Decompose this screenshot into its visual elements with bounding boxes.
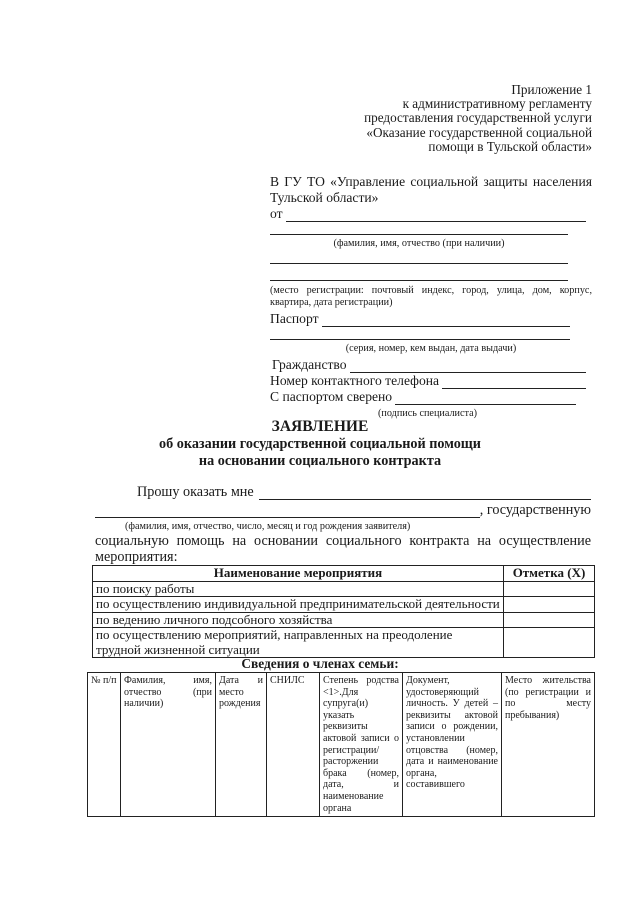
table-row [93,628,595,658]
from-field[interactable] [286,209,586,222]
appendix-line-3: предоставления государственной услуги [364,110,592,126]
family-header-number: № п/п [88,673,121,817]
measures-header-mark: Отметка (X) [504,566,595,582]
registration-hint-2: квартира, дата регистрации) [270,297,393,308]
citizenship-field[interactable] [350,360,586,373]
appendix-line-2: к административному регламенту [402,96,592,112]
family-header-residence: Место жительства (по регистрации и по месту пребывания) [502,673,595,817]
table-row [93,581,595,597]
measure-mark-cell[interactable] [504,597,595,613]
phone-label: Номер контактного телефона [270,373,440,388]
family-header-snils: СНИЛС [267,673,320,817]
measure-name: по осуществлению индивидуальной предпринимательской деятельности [93,597,504,613]
measure-name: по поиску работы [93,581,504,597]
passport-field-2[interactable] [270,329,570,340]
family-table [87,672,595,817]
measures-header-name: Наименование мероприятия [93,566,504,582]
measures-table [92,565,595,658]
request-block [95,484,591,565]
from-label: от [270,206,283,221]
appendix-line-1: Приложение 1 [511,82,592,97]
document-subtitle-1: об оказании государственной социальной помощи [159,436,481,452]
measure-name: по осуществлению мероприятий, направленных на преодоление трудной жизненной ситуации [93,628,504,658]
document-subtitle-2: на основании социального контракта [198,453,442,469]
request-label: Прошу оказать мне [137,484,254,500]
family-header-kinship: Степень родства <1>.Для супруга(и) указать реквизиты актовой записи о регистрации/ расторжении брака (номер, дата, и наименование органа [320,673,403,817]
request-line-4: мероприятия: [95,549,178,565]
measure-mark-cell[interactable] [504,581,595,597]
family-header-birth: Дата и место рождения [216,673,267,817]
specialist-hint: (подпись специалиста) [378,408,478,419]
family-header-name: Фамилия, имя, отчество (при наличии) [121,673,216,817]
fio-hint: (фамилия, имя, отчество (при наличии) [333,238,505,249]
registration-field-2[interactable] [270,270,568,281]
registration-hint-1: (место регистрации: почтовый индекс, город, улица, дом, корпус, [270,285,592,296]
measure-mark-cell[interactable] [504,612,595,628]
specialist-signature-field[interactable] [395,392,576,405]
addressee-line-1: В ГУ ТО «Управление социальной защиты населения [270,174,592,189]
family-section-title: Сведения о членах семьи: [241,656,399,671]
table-row [88,673,595,817]
registration-field-1[interactable] [270,253,568,264]
appendix-line-4: «Оказание государственной социальной [366,124,592,140]
request-field-1[interactable] [259,487,591,500]
addressee-block [270,174,592,420]
family-header-document: Документ, удостоверяющий личность. У детей – реквизиты актовой записи о рождении, установлении отцовства (номер, дата и наименование органа, составившего [403,673,502,817]
measure-mark-cell[interactable] [504,628,595,658]
applicant-hint: (фамилия, имя, отчество, число, месяц и год рождения заявителя) [125,521,411,532]
state-word: , государственную [479,502,591,518]
measure-name: по ведению личного подсобного хозяйства [93,612,504,628]
fio-field[interactable] [270,224,568,235]
passport-field[interactable] [322,314,570,327]
request-line-3: социальную помощь на основании социального контракта на осуществление [95,533,591,549]
passport-hint: (серия, номер, кем выдан, дата выдачи) [345,343,517,354]
phone-field[interactable] [442,376,586,389]
request-field-2[interactable] [95,505,480,518]
verified-label: С паспортом сверено [270,389,393,404]
addressee-line-2: Тульской области» [270,190,379,205]
citizenship-label: Гражданство [272,357,347,372]
document-title: ЗАЯВЛЕНИЕ [271,418,369,435]
passport-label: Паспорт [270,311,319,326]
table-row [93,612,595,628]
appendix-line-5: помощи в Тульской области» [428,138,592,154]
appendix-header [292,83,592,154]
table-row [93,597,595,613]
